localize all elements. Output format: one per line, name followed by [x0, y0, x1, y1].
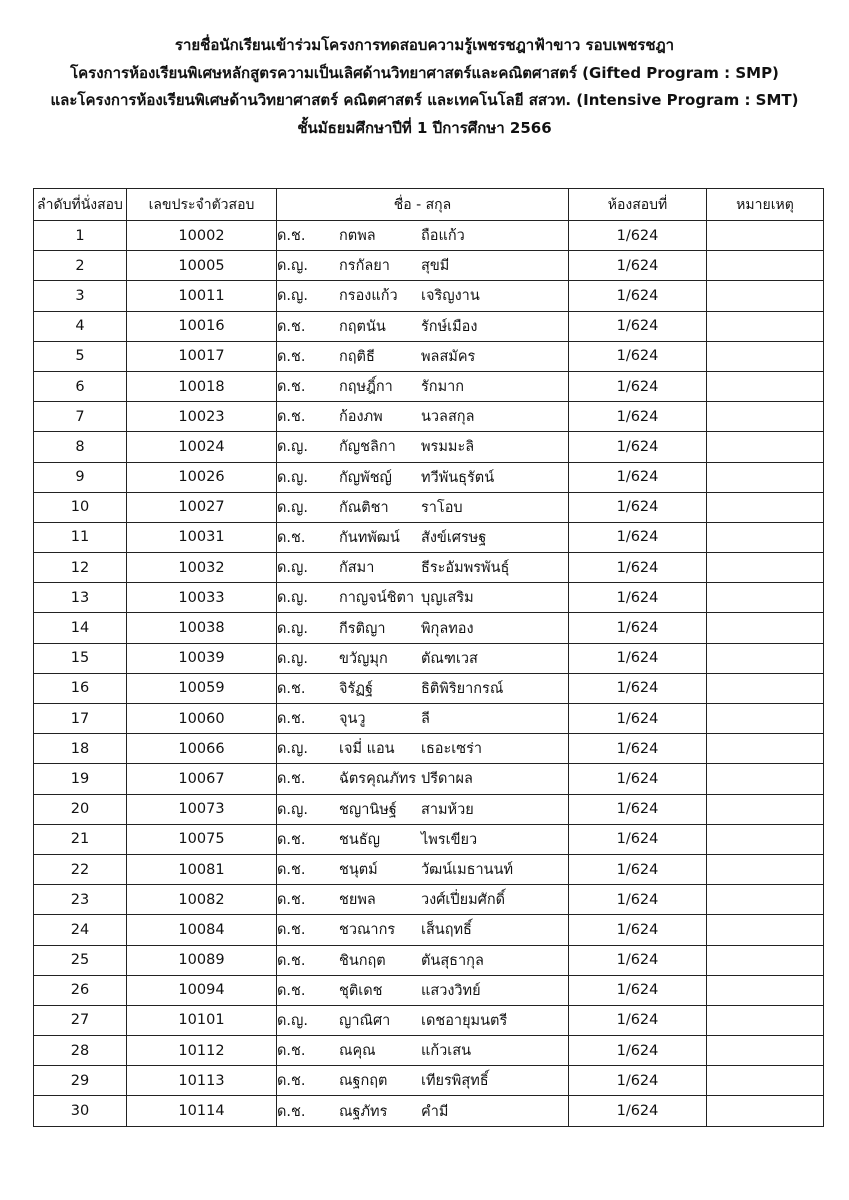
name-prefix: ด.ช.: [277, 982, 306, 999]
room-cell: 1/624: [569, 613, 707, 643]
name-prefix: ด.ญ.: [277, 439, 308, 456]
room-cell: 1/624: [569, 492, 707, 522]
table-body: [34, 221, 824, 1127]
room-cell: 1/624: [569, 734, 707, 764]
remark-cell: [707, 371, 824, 401]
first-name: ชนุตม์: [339, 862, 378, 879]
first-name: เจมี่ แอน: [339, 741, 395, 758]
first-name: กตพล: [339, 228, 376, 245]
exam-id-cell: 10114: [127, 1096, 277, 1126]
exam-id-cell: 10081: [127, 854, 277, 884]
name-prefix: ด.ช.: [277, 348, 306, 365]
exam-id-cell: 10067: [127, 764, 277, 794]
first-name: ชินกฤต: [339, 952, 386, 969]
last-name: ถือแก้ว: [421, 228, 465, 245]
seat-no-cell: 22: [34, 854, 127, 884]
remark-cell: [707, 945, 824, 975]
first-name: ญาณิศา: [339, 1012, 391, 1029]
remark-cell: [707, 281, 824, 311]
seat-no-cell: 21: [34, 824, 127, 854]
last-name: แก้วเสน: [421, 1043, 471, 1060]
seat-no-cell: 16: [34, 673, 127, 703]
room-cell: 1/624: [569, 854, 707, 884]
table-row: [34, 341, 824, 371]
name-cell: [277, 975, 569, 1005]
name-prefix: ด.ช.: [277, 409, 306, 426]
exam-id-cell: 10018: [127, 371, 277, 401]
table-row: [34, 553, 824, 583]
name-cell: [277, 221, 569, 251]
table-row: [34, 1066, 824, 1096]
last-name: ทวีพันธุรัตน์: [421, 469, 495, 486]
first-name: ขวัญมุก: [339, 650, 388, 667]
remark-cell: [707, 311, 824, 341]
first-name: กฤติธี: [339, 348, 375, 365]
remark-cell: [707, 1096, 824, 1126]
name-prefix: ด.ญ.: [277, 499, 308, 516]
first-name: กัณติชา: [339, 499, 389, 516]
table-row: [34, 221, 824, 251]
name-cell: [277, 1036, 569, 1066]
table-row: [34, 1096, 824, 1126]
first-name: กรองแก้ว: [339, 288, 398, 305]
table-row: [34, 673, 824, 703]
last-name: เธอะเซร่า: [421, 741, 483, 758]
room-cell: 1/624: [569, 764, 707, 794]
table-row: [34, 854, 824, 884]
room-cell: 1/624: [569, 221, 707, 251]
exam-id-cell: 10002: [127, 221, 277, 251]
remark-cell: [707, 1005, 824, 1035]
name-cell: [277, 643, 569, 673]
remark-cell: [707, 673, 824, 703]
name-prefix: ด.ช.: [277, 892, 306, 909]
table-row: [34, 613, 824, 643]
exam-id-cell: 10066: [127, 734, 277, 764]
header-remark: หมายเหตุ: [707, 189, 824, 221]
first-name: จิรัฏฐ์: [339, 680, 374, 697]
first-name: ณฐภัทร: [339, 1103, 388, 1120]
heading-line-1: รายชื่อนักเรียนเข้าร่วมโครงการทดสอบความรู้เพชรชฎาฟ้าขาว รอบเพชรชฎา: [174, 36, 675, 54]
last-name: สามห้วย: [421, 801, 474, 818]
exam-id-cell: 10084: [127, 915, 277, 945]
table-row: [34, 402, 824, 432]
name-prefix: ด.ญ.: [277, 650, 308, 667]
seat-no-cell: 2: [34, 251, 127, 281]
name-prefix: ด.ช.: [277, 1103, 306, 1120]
name-cell: [277, 371, 569, 401]
room-cell: 1/624: [569, 432, 707, 462]
exam-id-cell: 10060: [127, 704, 277, 734]
last-name: พิกุลทอง: [421, 620, 474, 637]
exam-id-cell: 10005: [127, 251, 277, 281]
first-name: กฤตนัน: [339, 318, 386, 335]
room-cell: 1/624: [569, 341, 707, 371]
name-cell: [277, 281, 569, 311]
name-prefix: ด.ญ.: [277, 620, 308, 637]
name-cell: [277, 402, 569, 432]
remark-cell: [707, 794, 824, 824]
seat-no-cell: 1: [34, 221, 127, 251]
room-cell: 1/624: [569, 281, 707, 311]
room-cell: 1/624: [569, 673, 707, 703]
exam-id-cell: 10101: [127, 1005, 277, 1035]
first-name: กัสมา: [339, 560, 375, 577]
seat-no-cell: 10: [34, 492, 127, 522]
last-name: รักมาก: [421, 379, 465, 396]
exam-id-cell: 10016: [127, 311, 277, 341]
seat-no-cell: 24: [34, 915, 127, 945]
name-cell: [277, 704, 569, 734]
last-name: แสวงวิทย์: [421, 982, 481, 999]
exam-id-cell: 10026: [127, 462, 277, 492]
header-exam-id: เลขประจำตัวสอบ: [127, 189, 277, 221]
name-cell: [277, 734, 569, 764]
seat-no-cell: 20: [34, 794, 127, 824]
name-cell: [277, 492, 569, 522]
seat-no-cell: 4: [34, 311, 127, 341]
table-row: [34, 945, 824, 975]
first-name: ก้องภพ: [339, 409, 383, 426]
last-name: เจริญงาน: [421, 288, 480, 305]
last-name: วงศ์เปี่ยมศักดิ์: [421, 892, 506, 909]
name-prefix: ด.ช.: [277, 680, 306, 697]
last-name: บุญเสริม: [421, 590, 474, 607]
seat-no-cell: 12: [34, 553, 127, 583]
seat-no-cell: 26: [34, 975, 127, 1005]
name-cell: [277, 854, 569, 884]
last-name: คำมี: [421, 1103, 449, 1120]
header-name: ชื่อ - สกุล: [277, 189, 569, 221]
name-prefix: ด.ญ.: [277, 741, 308, 758]
exam-id-cell: 10031: [127, 522, 277, 552]
seat-no-cell: 28: [34, 1036, 127, 1066]
exam-id-cell: 10038: [127, 613, 277, 643]
remark-cell: [707, 704, 824, 734]
room-cell: 1/624: [569, 1005, 707, 1035]
seat-no-cell: 8: [34, 432, 127, 462]
first-name: ชุติเดช: [339, 982, 383, 999]
name-cell: [277, 824, 569, 854]
name-prefix: ด.ช.: [277, 379, 306, 396]
exam-id-cell: 10023: [127, 402, 277, 432]
header-seat-no: ลำดับที่นั่งสอบ: [34, 189, 127, 221]
first-name: กฤษฎิ์กา: [339, 379, 393, 396]
name-cell: [277, 673, 569, 703]
remark-cell: [707, 432, 824, 462]
last-name: ไพรเขียว: [421, 831, 478, 848]
name-cell: [277, 915, 569, 945]
room-cell: 1/624: [569, 824, 707, 854]
table-row: [34, 492, 824, 522]
room-cell: 1/624: [569, 794, 707, 824]
name-cell: [277, 311, 569, 341]
last-name: ราโอบ: [421, 499, 463, 516]
exam-id-cell: 10039: [127, 643, 277, 673]
name-cell: [277, 432, 569, 462]
remark-cell: [707, 613, 824, 643]
seat-no-cell: 13: [34, 583, 127, 613]
remark-cell: [707, 492, 824, 522]
first-name: กรกัลยา: [339, 258, 390, 275]
remark-cell: [707, 885, 824, 915]
first-name: ฉัตรคุณภัทร: [339, 771, 417, 788]
last-name: สุขมี: [421, 258, 450, 275]
header-room: ห้องสอบที่: [569, 189, 707, 221]
name-prefix: ด.ช.: [277, 529, 306, 546]
room-cell: 1/624: [569, 885, 707, 915]
student-roster-table: [33, 188, 824, 1127]
table-row: [34, 975, 824, 1005]
exam-id-cell: 10112: [127, 1036, 277, 1066]
remark-cell: [707, 734, 824, 764]
seat-no-cell: 9: [34, 462, 127, 492]
table-row: [34, 643, 824, 673]
table-row: [34, 1036, 824, 1066]
table-row: [34, 764, 824, 794]
first-name: จุนวู: [339, 711, 366, 728]
seat-no-cell: 23: [34, 885, 127, 915]
last-name: ลี: [421, 711, 430, 728]
name-prefix: ด.ญ.: [277, 560, 308, 577]
room-cell: 1/624: [569, 975, 707, 1005]
name-prefix: ด.ช.: [277, 228, 306, 245]
seat-no-cell: 25: [34, 945, 127, 975]
seat-no-cell: 18: [34, 734, 127, 764]
heading-line-4: ชั้นมัธยมศึกษาปีที่ 1 ปีการศึกษา 2566: [297, 118, 552, 137]
first-name: กัญพัชญ์: [339, 469, 392, 486]
remark-cell: [707, 1036, 824, 1066]
room-cell: 1/624: [569, 371, 707, 401]
exam-id-cell: 10113: [127, 1066, 277, 1096]
seat-no-cell: 30: [34, 1096, 127, 1126]
table-row: [34, 462, 824, 492]
last-name: นวลสกุล: [421, 409, 475, 426]
name-prefix: ด.ญ.: [277, 258, 308, 275]
name-prefix: ด.ช.: [277, 952, 306, 969]
remark-cell: [707, 824, 824, 854]
exam-id-cell: 10032: [127, 553, 277, 583]
exam-id-cell: 10082: [127, 885, 277, 915]
name-cell: [277, 1096, 569, 1126]
seat-no-cell: 5: [34, 341, 127, 371]
table-row: [34, 522, 824, 552]
first-name: กาญจน์ชิตา: [339, 590, 415, 607]
room-cell: 1/624: [569, 704, 707, 734]
first-name: ชนธัญ: [339, 831, 380, 848]
room-cell: 1/624: [569, 462, 707, 492]
table-header-row: [34, 189, 824, 221]
last-name: รักษ์เมือง: [421, 318, 478, 335]
name-cell: [277, 885, 569, 915]
remark-cell: [707, 643, 824, 673]
remark-cell: [707, 915, 824, 945]
first-name: ณฐกฤต: [339, 1073, 388, 1090]
name-cell: [277, 945, 569, 975]
table-row: [34, 432, 824, 462]
name-cell: [277, 1005, 569, 1035]
remark-cell: [707, 764, 824, 794]
room-cell: 1/624: [569, 311, 707, 341]
name-prefix: ด.ช.: [277, 862, 306, 879]
exam-id-cell: 10033: [127, 583, 277, 613]
remark-cell: [707, 522, 824, 552]
exam-id-cell: 10017: [127, 341, 277, 371]
heading-line-2: โครงการห้องเรียนพิเศษหลักสูตรความเป็นเลิศด้านวิทยาศาสตร์และคณิตศาสตร์ (Gifted Program : SMP): [70, 63, 779, 82]
remark-cell: [707, 402, 824, 432]
room-cell: 1/624: [569, 251, 707, 281]
table-row: [34, 824, 824, 854]
name-prefix: ด.ญ.: [277, 288, 308, 305]
exam-id-cell: 10059: [127, 673, 277, 703]
last-name: พรมมะลิ: [421, 439, 475, 456]
name-cell: [277, 251, 569, 281]
room-cell: 1/624: [569, 522, 707, 552]
name-cell: [277, 462, 569, 492]
remark-cell: [707, 221, 824, 251]
first-name: ชญานิษฐ์: [339, 801, 397, 818]
last-name: พลสมัคร: [421, 348, 476, 365]
remark-cell: [707, 975, 824, 1005]
seat-no-cell: 17: [34, 704, 127, 734]
first-name: กันทพัฒน์: [339, 529, 400, 546]
table-row: [34, 734, 824, 764]
remark-cell: [707, 462, 824, 492]
table-row: [34, 583, 824, 613]
table-row: [34, 885, 824, 915]
name-prefix: ด.ช.: [277, 771, 306, 788]
remark-cell: [707, 583, 824, 613]
table-row: [34, 311, 824, 341]
seat-no-cell: 3: [34, 281, 127, 311]
remark-cell: [707, 1066, 824, 1096]
seat-no-cell: 15: [34, 643, 127, 673]
name-prefix: ด.ช.: [277, 922, 306, 939]
last-name: ตัณฑเวส: [421, 650, 478, 667]
last-name: ตันสุธากุล: [421, 952, 484, 969]
last-name: เทียรพิสุทธิ์: [421, 1073, 489, 1090]
remark-cell: [707, 854, 824, 884]
exam-id-cell: 10075: [127, 824, 277, 854]
first-name: กัญชลิกา: [339, 439, 396, 456]
room-cell: 1/624: [569, 402, 707, 432]
name-cell: [277, 794, 569, 824]
name-cell: [277, 341, 569, 371]
room-cell: 1/624: [569, 945, 707, 975]
first-name: ชยพล: [339, 892, 376, 909]
last-name: วัฒน์เมธานนท์: [421, 862, 514, 879]
exam-id-cell: 10089: [127, 945, 277, 975]
name-prefix: ด.ช.: [277, 1073, 306, 1090]
table-row: [34, 371, 824, 401]
name-prefix: ด.ญ.: [277, 801, 308, 818]
name-cell: [277, 764, 569, 794]
seat-no-cell: 29: [34, 1066, 127, 1096]
first-name: ณคุณ: [339, 1043, 376, 1060]
first-name: กีรติญา: [339, 620, 386, 637]
seat-no-cell: 7: [34, 402, 127, 432]
last-name: ธีระอัมพรพันธุ์: [421, 560, 510, 577]
exam-id-cell: 10073: [127, 794, 277, 824]
table-row: [34, 794, 824, 824]
table-row: [34, 281, 824, 311]
name-cell: [277, 522, 569, 552]
exam-id-cell: 10094: [127, 975, 277, 1005]
seat-no-cell: 27: [34, 1005, 127, 1035]
table-row: [34, 1005, 824, 1035]
seat-no-cell: 6: [34, 371, 127, 401]
seat-no-cell: 11: [34, 522, 127, 552]
name-prefix: ด.ช.: [277, 318, 306, 335]
name-cell: [277, 553, 569, 583]
table-row: [34, 251, 824, 281]
exam-id-cell: 10011: [127, 281, 277, 311]
table-row: [34, 704, 824, 734]
name-prefix: ด.ช.: [277, 831, 306, 848]
room-cell: 1/624: [569, 1066, 707, 1096]
heading-line-3: และโครงการห้องเรียนพิเศษด้านวิทยาศาสตร์ คณิตศาสตร์ และเทคโนโลยี สสวท. (Intensive Program : SMT): [50, 91, 799, 109]
last-name: เดชอายุมนตรี: [421, 1012, 508, 1029]
table-row: [34, 915, 824, 945]
name-cell: [277, 583, 569, 613]
last-name: สังข์เศรษฐ: [421, 529, 487, 546]
last-name: ธิติพิริยากรณ์: [421, 680, 504, 697]
seat-no-cell: 14: [34, 613, 127, 643]
exam-id-cell: 10024: [127, 432, 277, 462]
remark-cell: [707, 341, 824, 371]
document-heading: [0, 32, 849, 142]
room-cell: 1/624: [569, 915, 707, 945]
seat-no-cell: 19: [34, 764, 127, 794]
first-name: ชวณากร: [339, 922, 396, 939]
name-cell: [277, 1066, 569, 1096]
name-prefix: ด.ญ.: [277, 1012, 308, 1029]
last-name: ปรีดาผล: [421, 771, 473, 788]
name-prefix: ด.ช.: [277, 1043, 306, 1060]
room-cell: 1/624: [569, 553, 707, 583]
room-cell: 1/624: [569, 583, 707, 613]
remark-cell: [707, 553, 824, 583]
room-cell: 1/624: [569, 1096, 707, 1126]
name-prefix: ด.ญ.: [277, 469, 308, 486]
name-prefix: ด.ช.: [277, 711, 306, 728]
exam-id-cell: 10027: [127, 492, 277, 522]
room-cell: 1/624: [569, 1036, 707, 1066]
name-prefix: ด.ญ.: [277, 590, 308, 607]
last-name: เส็นฤทธิ์: [421, 922, 472, 939]
name-cell: [277, 613, 569, 643]
remark-cell: [707, 251, 824, 281]
room-cell: 1/624: [569, 643, 707, 673]
